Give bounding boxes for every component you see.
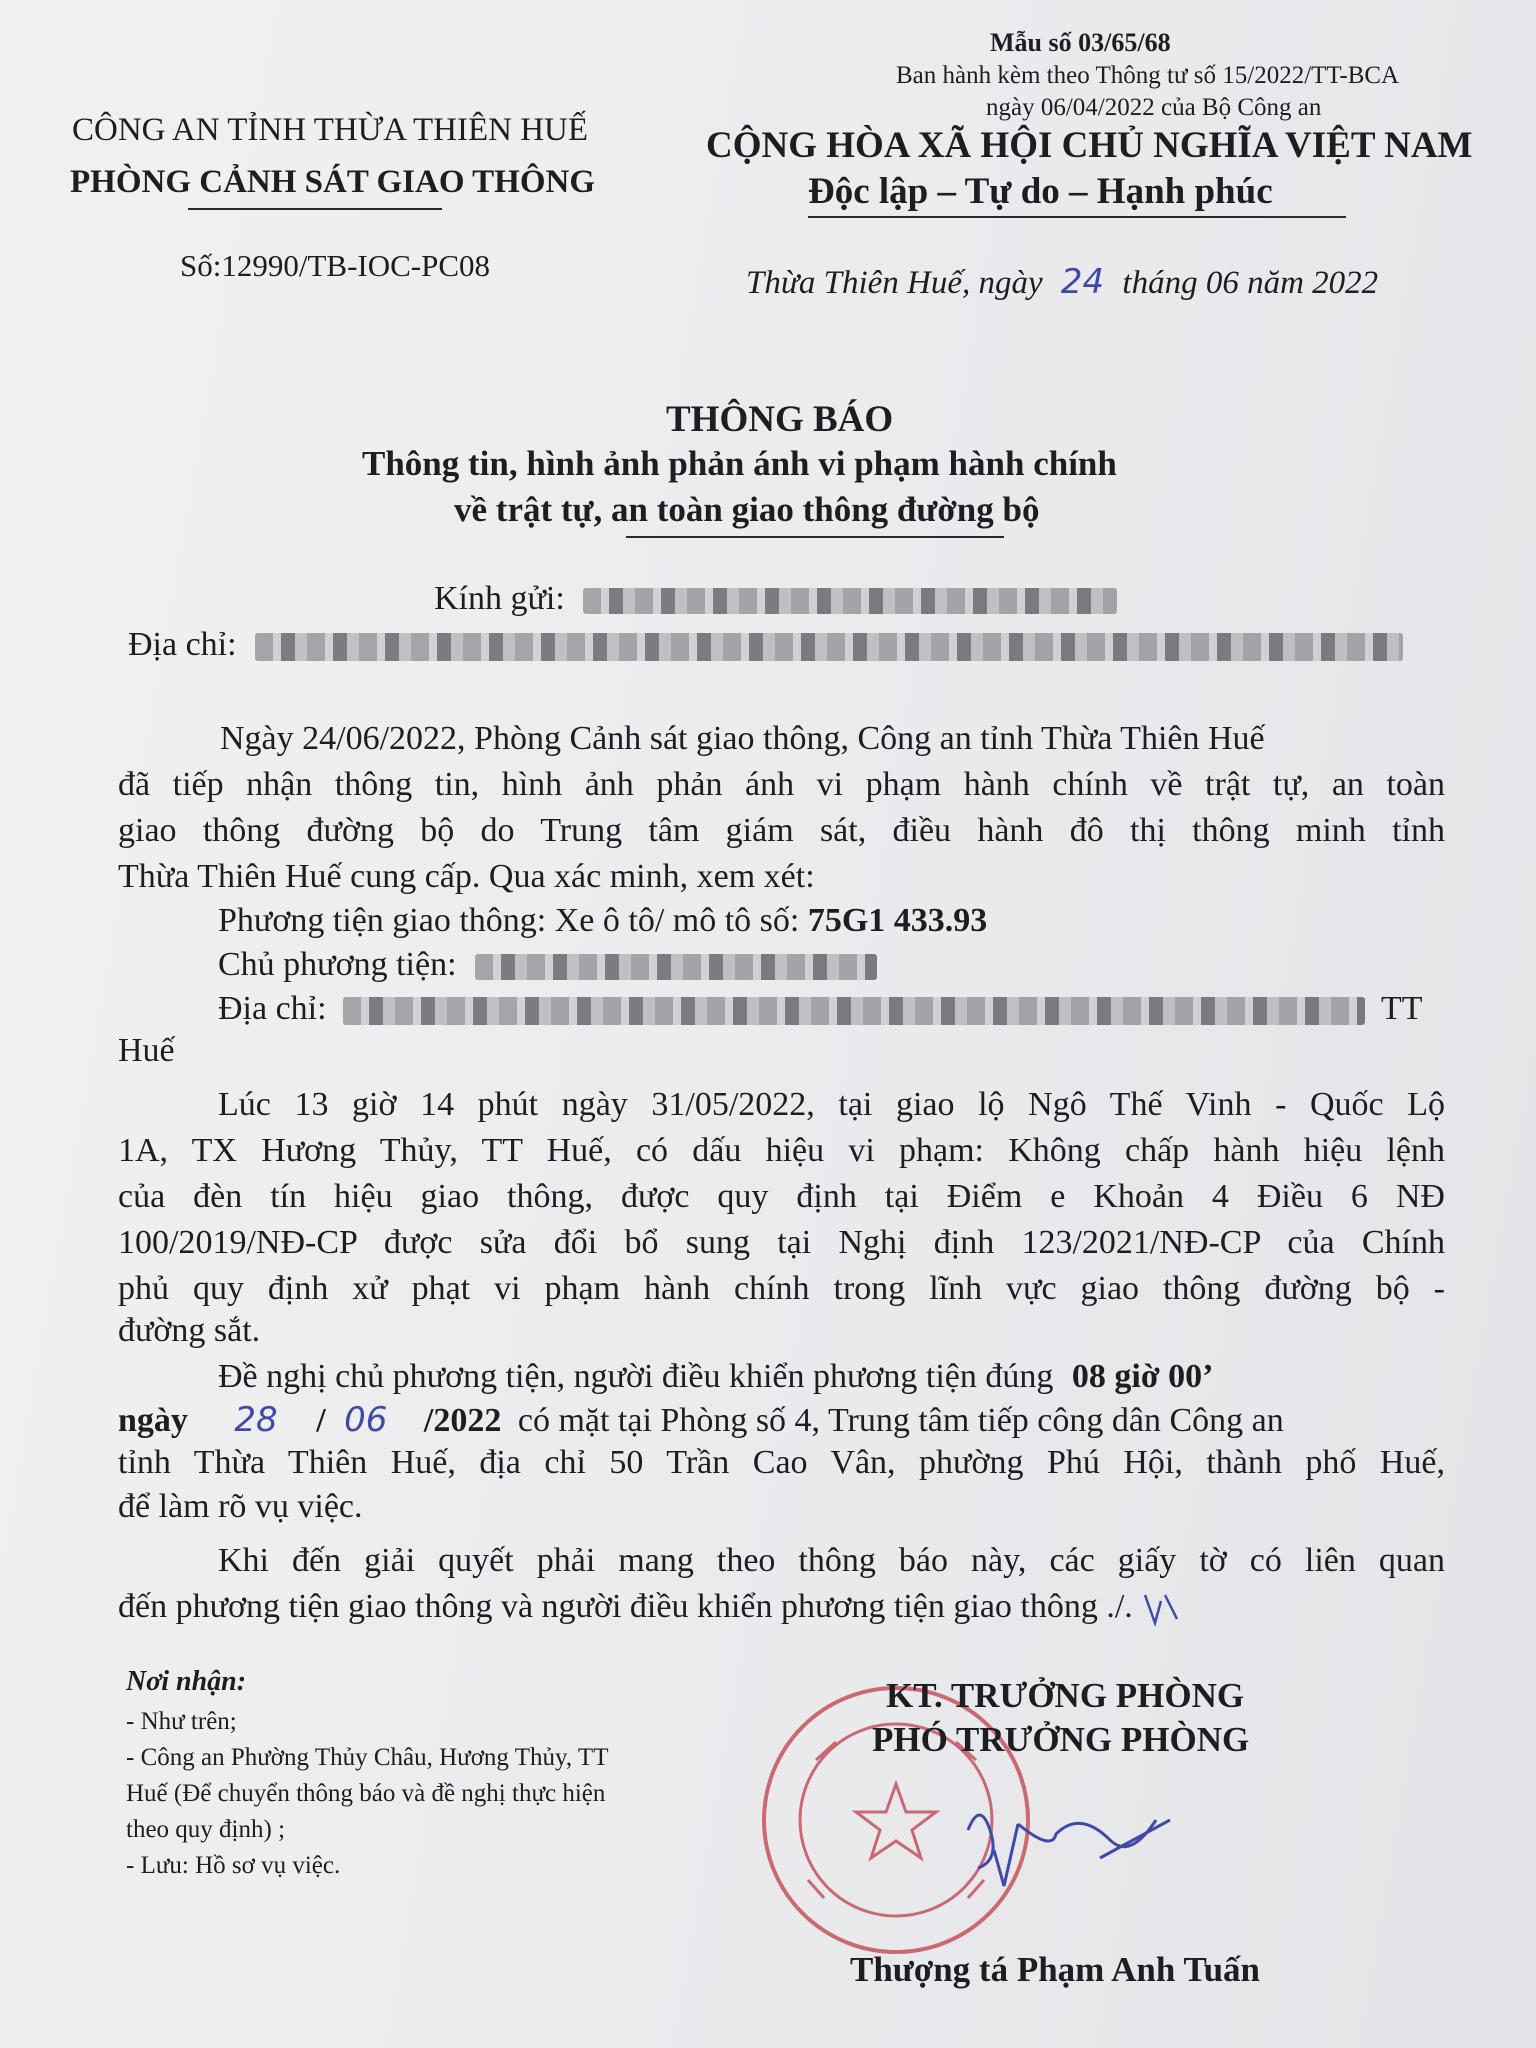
date-prefix: Thừa Thiên Huế, ngày <box>746 265 1043 301</box>
appointment-day-handwritten: 28 <box>234 1400 278 1440</box>
body-p4-line1: Khi đến giải quyết phải mang theo thông báo này, các giấy tờ có liên quan <box>218 1542 1445 1579</box>
body-p3-line4: để làm rõ vụ việc. <box>118 1488 363 1525</box>
date-day-handwritten: 24 <box>1060 262 1105 302</box>
body-p3-line1-text: Đề nghị chủ phương tiện, người điều khiển phương tiện đúng <box>218 1358 1054 1395</box>
owner-address-tail: TT <box>1380 990 1423 1027</box>
vehicle-plate: 75G1 433.93 <box>807 902 988 939</box>
owner-address-label: Địa chỉ: <box>218 990 327 1027</box>
agency-unit-underline <box>188 208 442 210</box>
title-underline <box>626 536 1004 538</box>
body-p2-line1: Lúc 13 giờ 14 phút ngày 31/05/2022, tại giao lộ Ngô Thế Vinh - Quốc Lộ <box>218 1086 1445 1123</box>
nation-name: CỘNG HÒA XÃ HỘI CHỦ NGHĨA VIỆT NAM <box>706 125 1473 166</box>
owner-address-line <box>218 990 1423 1028</box>
body-p2-line2: 1A, TX Hương Thủy, TT Huế, có dấu hiệu vi phạm: Không chấp hành hiệu lệnh <box>118 1132 1445 1169</box>
body-p3-line1 <box>218 1358 1214 1396</box>
body-p1-line4: Thừa Thiên Huế cung cấp. Qua xác minh, xem xét: <box>118 858 815 895</box>
recipient-address-redacted <box>255 633 1403 661</box>
recipient-label: Kính gửi: <box>434 580 565 617</box>
appointment-month-handwritten: 06 <box>344 1400 388 1440</box>
agency-parent: CÔNG AN TỈNH THỪA THIÊN HUẾ <box>72 112 589 148</box>
body-p3-line3: tỉnh Thừa Thiên Huế, địa chỉ 50 Trần Cao Vân, phường Phú Hội, thành phố Huế, <box>118 1444 1445 1481</box>
recipients-item2-line2: Huế (Để chuyển thông báo và đề nghị thực hiện <box>126 1780 606 1807</box>
owner-address-city: Huế <box>118 1032 175 1069</box>
recipients-item2-line1: - Công an Phường Thủy Châu, Hương Thủy, TT <box>126 1744 609 1771</box>
body-p3-line2-text: có mặt tại Phòng số 4, Trung tâm tiếp công dân Công an <box>517 1402 1284 1439</box>
document-number: Số:12990/TB-IOC-PC08 <box>180 248 491 283</box>
recipient-address-label: Địa chỉ: <box>128 626 237 663</box>
handwritten-signature <box>960 1790 1190 1900</box>
date-line <box>746 262 1378 302</box>
body-p1-line1: Ngày 24/06/2022, Phòng Cảnh sát giao thông, Công an tỉnh Thừa Thiên Huế <box>220 720 1265 757</box>
signature-title2: PHÓ TRƯỞNG PHÒNG <box>872 1720 1250 1759</box>
signatory-name: Thượng tá Phạm Anh Tuấn <box>850 1950 1261 1989</box>
body-p1-line2: đã tiếp nhận thông tin, hình ảnh phản ánh vi phạm hành chính về trật tự, an toàn <box>118 766 1445 803</box>
form-issued-with: Ban hành kèm theo Thông tư số 15/2022/TT-BCA <box>896 62 1400 89</box>
form-issued-date: ngày 06/04/2022 của Bộ Công an <box>986 94 1322 121</box>
form-number: Mẫu số 03/65/68 <box>990 28 1171 57</box>
body-p2-line6: đường sắt. <box>118 1312 261 1349</box>
agency-unit: PHÒNG CẢNH SÁT GIAO THÔNG <box>70 164 596 200</box>
body-p4-line2-text: đến phương tiện giao thông và người điều khiển phương tiện giao thông ./. <box>118 1588 1133 1625</box>
body-p1-line3: giao thông đường bộ do Trung tâm giám sát, điều hành đô thị thông minh tỉnh <box>118 812 1445 849</box>
recipients-item1: - Như trên; <box>126 1708 237 1735</box>
signature-title1: KT. TRƯỞNG PHÒNG <box>886 1676 1245 1715</box>
recipients-title: Nơi nhận: <box>126 1666 247 1697</box>
recipient-redacted <box>583 588 1117 614</box>
appointment-time: 08 giờ 00’ <box>1071 1358 1214 1395</box>
owner-label: Chủ phương tiện: <box>218 946 457 983</box>
owner-line <box>218 946 877 984</box>
vehicle-label: Phương tiện giao thông: Xe ô tô/ mô tô số: <box>218 902 800 939</box>
appointment-day-label: ngày <box>118 1402 188 1439</box>
title-main: THÔNG BÁO <box>666 399 894 440</box>
body-p4-line2 <box>118 1588 1181 1629</box>
recipients-item3: - Lưu: Hồ sơ vụ việc. <box>126 1852 341 1879</box>
owner-address-redacted <box>343 997 1365 1025</box>
appointment-slash: / <box>316 1402 326 1439</box>
nation-motto: Độc lập – Tự do – Hạnh phúc <box>808 171 1273 212</box>
appointment-year: /2022 <box>423 1402 502 1439</box>
title-sub1: Thông tin, hình ảnh phản ánh vi phạm hành chính <box>362 444 1117 483</box>
body-p3-line2 <box>118 1400 1284 1440</box>
vehicle-line <box>218 902 987 940</box>
recipients-item2-line3: theo quy định) ; <box>126 1816 286 1843</box>
date-suffix: tháng 06 năm 2022 <box>1122 265 1379 301</box>
body-p2-line4: 100/2019/NĐ-CP được sửa đổi bổ sung tại Nghị định 123/2021/NĐ-CP của Chính <box>118 1224 1445 1261</box>
body-p2-line5: phủ quy định xử phạt vi phạm hành chính trong lĩnh vực giao thông đường bộ - <box>118 1270 1445 1307</box>
recipient-line <box>434 580 1117 618</box>
body-p2-line3: của đèn tín hiệu giao thông, được quy định tại Điểm e Khoản 4 Điều 6 NĐ <box>118 1178 1445 1215</box>
owner-redacted <box>475 954 877 980</box>
title-sub2: về trật tự, an toàn giao thông đường bộ <box>454 490 1040 529</box>
recipient-address-line <box>128 626 1403 664</box>
initials-mark <box>1141 1589 1181 1629</box>
nation-motto-underline <box>808 216 1346 218</box>
